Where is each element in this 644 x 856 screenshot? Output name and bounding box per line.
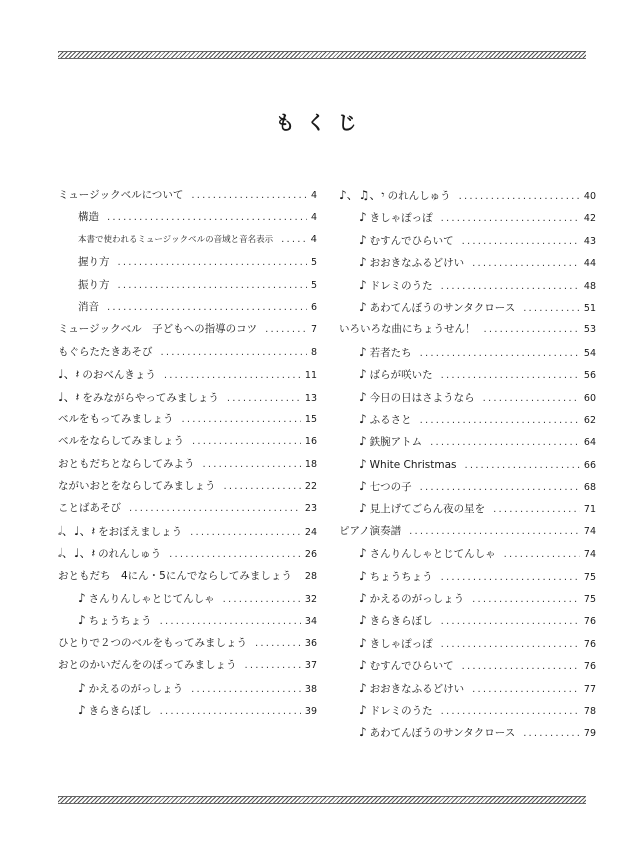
toc-entry-page-number: 13 [304, 392, 317, 404]
toc-entry [339, 520, 596, 542]
toc-entry-label: あわてんぼうのサンタクロース [369, 727, 516, 740]
music-note-icon: ♪ [359, 232, 367, 247]
music-note-icon: ♪ [359, 367, 367, 382]
toc-entry-page-number: 60 [583, 392, 596, 404]
dot-leader [245, 655, 301, 677]
music-note-icon: ♪ [359, 591, 367, 606]
toc-entry-page-number: 66 [583, 459, 596, 471]
toc-entry-page-number: 24 [304, 526, 317, 538]
toc-entry [58, 520, 317, 542]
dot-leader [281, 229, 306, 251]
bottom-decorative-border [58, 796, 586, 804]
dot-leader [441, 611, 580, 633]
toc-entry [58, 677, 317, 699]
music-note-icon: ♪ [359, 210, 367, 225]
toc-entry-label: もぐらたたきあそび [58, 345, 153, 358]
toc-entry-label: むすんでひらいて [369, 660, 454, 673]
toc-entry-label: さんりんしゃとじてんしゃ [369, 548, 496, 561]
toc-entry [339, 430, 596, 452]
toc-entry-label: かえるのがっしょう [369, 593, 465, 606]
toc-entry [339, 721, 596, 743]
dot-leader [160, 611, 301, 633]
toc-entry-label: ドレミのうた [369, 704, 433, 717]
music-note-icon: ♪ [359, 568, 367, 583]
music-note-icon: ♪ [78, 613, 86, 628]
music-note-icon: ♪、♫、𝄾 [339, 188, 385, 202]
music-note-icon: ♪ [359, 344, 367, 359]
toc-entry-label: ひとりで２つのベルをもってみましょう [58, 636, 247, 649]
dot-leader [182, 409, 301, 431]
dot-leader [129, 498, 301, 520]
toc-entry [339, 341, 596, 363]
toc-entry [339, 184, 596, 206]
dot-leader [504, 544, 580, 566]
dot-leader [441, 701, 580, 723]
toc-entry [58, 699, 317, 721]
toc-entry-page-number: 43 [583, 235, 596, 247]
dot-leader [441, 567, 580, 589]
toc-entry-page-number: 37 [304, 660, 317, 672]
toc-entry [339, 497, 596, 519]
toc-entry-label: おともだちとならしてみよう [58, 457, 195, 470]
toc-entry [58, 229, 317, 251]
toc-entry [339, 229, 596, 251]
toc-entry [339, 475, 596, 497]
toc-entry-label: 握り方 [78, 256, 110, 269]
toc-entry-label: ミュージックベルについて [58, 189, 184, 201]
music-note-icon: ♪ [359, 658, 367, 673]
dot-leader [459, 186, 580, 208]
toc-entry [58, 609, 317, 631]
music-note-icon: ♪ [359, 456, 367, 471]
toc-entry-label: 本書で使われるミュージックベルの音域と音名表示 [78, 234, 274, 245]
toc-entry-label: ベルをもってみましょう [58, 412, 174, 425]
toc-entry-page-number: 15 [304, 413, 317, 425]
toc-entry-label: ことばあそび [58, 502, 121, 515]
toc-entry [58, 408, 317, 430]
toc-entry [339, 587, 596, 609]
toc-entry-label: White Christmas [369, 458, 457, 471]
music-note-icon: ♪ [359, 501, 367, 516]
toc-entry-page-number: 76 [583, 616, 596, 628]
toc-entry-label: ミュージックベル 子どもへの指導のコツ [58, 323, 258, 336]
toc-entry [58, 587, 317, 609]
toc-entry [58, 206, 317, 228]
music-note-icon: ♪ [359, 434, 367, 449]
music-note-icon: ♪ [359, 479, 367, 494]
dot-leader [107, 297, 307, 319]
toc-entry [339, 296, 596, 318]
dot-leader [420, 343, 580, 365]
toc-entry-page-number: 4 [310, 190, 317, 201]
music-note-icon: ♪ [359, 277, 367, 292]
dot-leader [441, 365, 580, 387]
music-note-icon: ♩、𝄽 [58, 367, 80, 382]
dot-leader [523, 298, 580, 320]
toc-entry-label: きらきらぼし [88, 704, 152, 717]
dot-leader [441, 634, 580, 656]
music-note-icon: ♪ [78, 702, 86, 717]
toc-entry-page-number: 4 [310, 233, 317, 245]
music-note-icon: 𝅗𝅥、♩、𝄽 [58, 523, 96, 538]
toc-entry [58, 363, 317, 385]
dot-leader [420, 410, 580, 432]
toc-entry-label: 構造 [78, 211, 99, 224]
toc-entry-page-number: 42 [583, 213, 596, 225]
toc-entry-label: をおぼえましょう [98, 525, 183, 538]
dot-leader [161, 342, 307, 364]
dot-leader [160, 701, 301, 723]
dot-leader [430, 432, 580, 454]
toc-entry-page-number: 22 [304, 481, 317, 493]
toc-entry-page-number: 32 [304, 594, 317, 606]
toc-entry-label: ばらが咲いた [369, 369, 433, 382]
toc-entry-label: のれんしゅう [98, 548, 162, 561]
toc-entry [58, 497, 317, 519]
music-note-icon: ♪ [359, 546, 367, 561]
toc-entry-page-number: 56 [583, 370, 596, 382]
toc-entry [58, 184, 317, 206]
toc-entry [58, 341, 317, 363]
music-note-icon: ♪ [359, 680, 367, 695]
toc-entry-page-number: 16 [304, 436, 317, 448]
toc-entry [339, 251, 596, 273]
toc-entry-page-number: 4 [310, 212, 317, 224]
toc-entry-page-number: 75 [583, 571, 596, 583]
toc-entry-label: かえるのがっしょう [88, 682, 184, 695]
dot-leader [483, 388, 580, 410]
toc-entry-page-number: 62 [583, 414, 596, 426]
toc-entry-page-number: 11 [304, 370, 317, 382]
dot-leader [493, 499, 580, 521]
toc-entry [58, 475, 317, 497]
toc-entry-label: 七つの子 [369, 481, 412, 494]
toc-entry [339, 565, 596, 587]
toc-entry [339, 699, 596, 721]
toc-entry-label: おおきなふるどけい [369, 682, 465, 695]
toc-entry-page-number: 68 [583, 482, 596, 494]
toc-entry-page-number: 5 [310, 279, 317, 291]
toc-entry-label: きしゃぽっぽ [369, 212, 433, 225]
toc-entry-label: ピアノ演奏譜 [339, 524, 402, 537]
toc-entry [339, 408, 596, 430]
music-note-icon: ♪ [359, 613, 367, 628]
toc-entry [339, 206, 596, 228]
toc-entry-page-number: 5 [310, 257, 317, 269]
toc-entry [58, 386, 317, 408]
toc-entry-page-number: 38 [304, 683, 317, 695]
dot-leader [190, 522, 301, 544]
dot-leader [203, 454, 301, 476]
page-title: もくじ [275, 112, 369, 134]
music-note-icon: ♪ [359, 725, 367, 740]
toc-entry-label: むすんでひらいて [369, 234, 454, 247]
toc-entry [58, 542, 317, 564]
toc-entry-page-number: 18 [304, 458, 317, 470]
toc-entry-label: ちょうちょう [369, 570, 433, 583]
toc-entry [339, 386, 596, 408]
toc-entry [58, 632, 317, 654]
toc-entry [58, 274, 317, 296]
dot-leader [192, 431, 301, 453]
music-note-icon: ♪ [359, 702, 367, 717]
toc-entry-page-number: 76 [583, 638, 596, 650]
toc-entry-label: おともだち 4にん・5にんでならしてみましょう [58, 569, 292, 582]
music-note-icon: ♪ [359, 635, 367, 650]
dot-leader [472, 253, 580, 275]
toc-entry-label: いろいろな曲にちょうせん！ [339, 323, 476, 336]
toc-entry-page-number: 74 [583, 549, 596, 561]
dot-leader [107, 207, 307, 229]
dot-leader [265, 319, 307, 341]
toc-entry-page-number: 26 [304, 549, 317, 561]
dot-leader [227, 388, 301, 410]
dot-leader [118, 252, 307, 274]
toc-entry-label: さんりんしゃとじてんしゃ [88, 593, 215, 606]
toc-entry [58, 430, 317, 452]
dot-leader [409, 521, 580, 543]
music-note-icon: ♪ [78, 680, 86, 695]
dot-leader [191, 185, 307, 207]
toc-entry-page-number: 48 [583, 280, 596, 292]
toc-entry-label: ちょうちょう [88, 615, 152, 628]
toc-entry-page-number: 36 [304, 637, 317, 649]
toc-entry-page-number: 44 [583, 258, 596, 270]
dot-leader [441, 208, 580, 230]
music-note-icon: ♪ [359, 299, 367, 314]
toc-entry-label: のれんしゅう [387, 190, 451, 202]
toc-entry [58, 453, 317, 475]
dot-leader [224, 476, 301, 498]
dot-leader [472, 679, 580, 701]
toc-entry-page-number: 78 [583, 705, 596, 717]
toc-entry-page-number: 71 [583, 504, 596, 516]
dot-leader [223, 589, 301, 611]
toc-entry [58, 296, 317, 318]
toc-entry-page-number: 75 [583, 594, 596, 606]
toc-left-column [58, 184, 317, 721]
dot-leader [462, 656, 580, 678]
toc-entry [58, 654, 317, 676]
toc-entry-label: きらきらぼし [369, 615, 433, 628]
toc-entry-page-number: 64 [583, 437, 596, 449]
dot-leader [118, 275, 307, 297]
toc-right-column [339, 184, 596, 744]
toc-entry-page-number: 39 [304, 705, 317, 717]
music-note-icon: ♪ [359, 411, 367, 426]
toc-entry-label: あわてんぼうのサンタクロース [369, 301, 516, 314]
dot-leader [300, 566, 301, 588]
dot-leader [164, 365, 301, 387]
toc-entry-page-number: 7 [310, 324, 317, 336]
toc-entry-label: のおべんきょう [82, 369, 156, 382]
toc-entry-label: ながいおとをならしてみましょう [58, 480, 216, 493]
toc-entry [58, 251, 317, 273]
toc-entry-page-number: 74 [583, 525, 596, 537]
toc-entry [339, 542, 596, 564]
toc-entry-label: おとのかいだんをのぼってみましょう [58, 659, 237, 672]
dot-leader [255, 633, 301, 655]
top-decorative-border [58, 51, 586, 59]
dot-leader [472, 589, 580, 611]
toc-entry-page-number: 79 [583, 728, 596, 740]
toc-entry-page-number: 34 [304, 616, 317, 628]
dot-leader [420, 477, 580, 499]
music-note-icon: ♪ [359, 389, 367, 404]
toc-entry [58, 565, 317, 587]
toc-entry [339, 363, 596, 385]
toc-entry [339, 274, 596, 296]
toc-entry-label: 見上げてごらん夜の星を [369, 503, 486, 516]
toc-entry [339, 609, 596, 631]
music-note-icon: ♩、𝄽 [58, 389, 80, 404]
dot-leader [191, 679, 301, 701]
music-note-icon: 𝅗𝅥、♩、𝄽 [58, 546, 96, 561]
toc-entry-page-number: 54 [583, 347, 596, 359]
toc-entry-page-number: 8 [310, 346, 317, 358]
toc-entry-page-number: 77 [583, 683, 596, 695]
toc-entry-label: ベルをならしてみましょう [58, 435, 184, 448]
toc-entry-label: をみながらやってみましょう [82, 391, 219, 404]
dot-leader [169, 544, 301, 566]
toc-entry-page-number: 51 [583, 302, 596, 314]
dot-leader [464, 455, 579, 477]
toc-entry [58, 318, 317, 340]
toc-entry-page-number: 53 [583, 324, 596, 336]
toc-entry-label: 消音 [78, 300, 99, 313]
toc-entry [339, 632, 596, 654]
toc-entry-page-number: 76 [583, 661, 596, 673]
toc-entry-label: きしゃぽっぽ [369, 637, 433, 650]
toc-entry-page-number: 28 [304, 570, 317, 582]
dot-leader [484, 319, 580, 341]
toc-entry-page-number: 23 [304, 503, 317, 515]
music-note-icon: ♪ [78, 591, 86, 606]
toc-entry [339, 318, 596, 340]
dot-leader [462, 231, 580, 253]
toc-entry-label: 今日の日はさようなら [369, 391, 475, 404]
toc-entry-label: ドレミのうた [369, 279, 433, 292]
toc-entry-label: おおきなふるどけい [369, 257, 465, 270]
toc-entry-page-number: 40 [583, 191, 596, 202]
toc-entry-page-number: 6 [310, 301, 317, 313]
toc-entry [339, 677, 596, 699]
music-note-icon: ♪ [359, 255, 367, 270]
toc-entry-label: 鉄腕アトム [369, 436, 423, 449]
toc-entry-label: 若者たち [369, 346, 412, 359]
dot-leader [523, 723, 580, 745]
toc-entry [339, 453, 596, 475]
toc-entry [339, 654, 596, 676]
toc-entry-label: ふるさと [369, 413, 412, 426]
dot-leader [441, 276, 580, 298]
toc-entry-label: 振り方 [78, 278, 110, 291]
